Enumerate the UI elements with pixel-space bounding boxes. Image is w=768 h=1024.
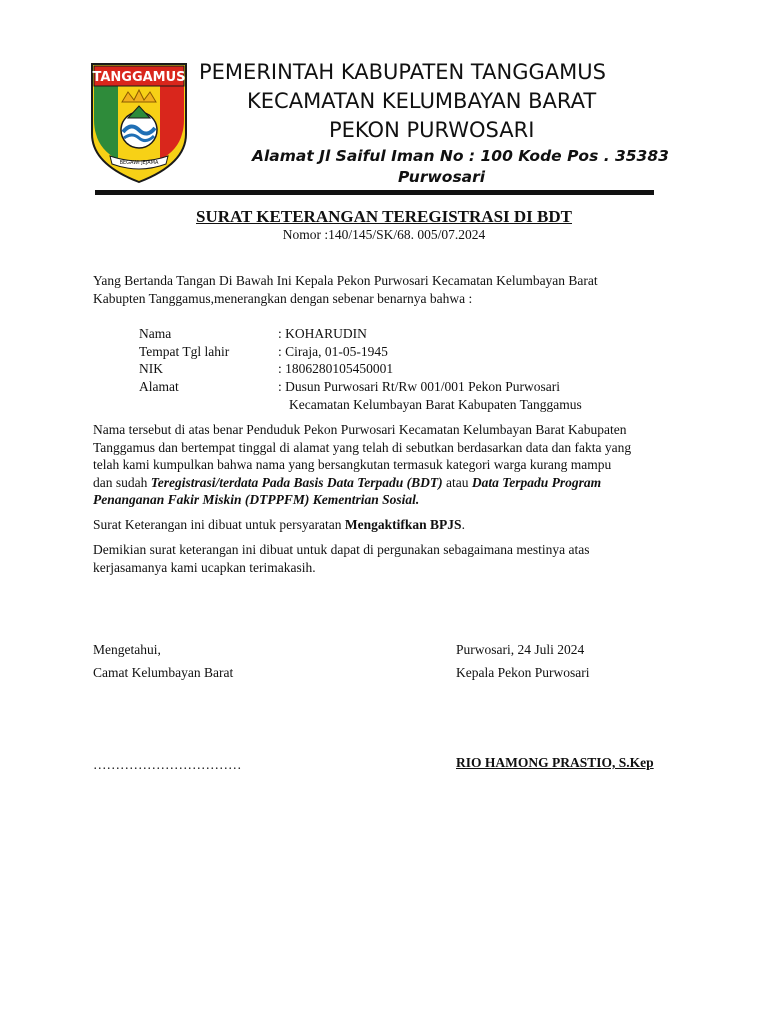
tanggamus-coat-of-arms-logo: [88, 60, 190, 184]
field-label-address: Alamat: [139, 379, 179, 394]
purpose-paragraph: [93, 516, 668, 534]
body-paragraph: [93, 421, 668, 509]
header-government-line: PEMERINTAH KABUPATEN TANGGAMUS: [199, 60, 606, 84]
body-line: [93, 474, 668, 492]
intro-line: Kabupten Tanggamus,menerangkan dengan sebenar benarnya bahwa :: [93, 290, 473, 306]
header-address-city: Purwosari: [398, 168, 486, 186]
body-line: [93, 491, 668, 509]
body-text: atau: [442, 474, 472, 490]
header-village-line: PEKON PURWOSARI: [329, 118, 535, 142]
svg-text:TANGGAMUS: TANGGAMUS: [92, 70, 186, 85]
field-value-address: : Dusun Purwosari Rt/Rw 001/001 Pekon Purwosari: [278, 379, 561, 394]
right-signature-role: Kepala Pekon Purwosari: [456, 665, 590, 680]
document-title: SURAT KETERANGAN TEREGISTRASI DI BDT: [196, 207, 572, 226]
body-line: Nama tersebut di atas benar Penduduk Pekon Purwosari Kecamatan Kelumbayan Barat Kabupaten: [93, 422, 627, 437]
purpose-text: Surat Keterangan ini dibuat untuk persyaratan: [93, 517, 345, 532]
closing-paragraph: [93, 541, 668, 576]
field-label-name: Nama: [139, 326, 172, 341]
field-value-address-continuation: Kecamatan Kelumbayan Barat Kabupaten Tanggamus: [289, 397, 582, 412]
dtppfm-emphasis: Data Terpadu Program: [471, 474, 602, 490]
right-signature-place-date: Purwosari, 24 Juli 2024: [456, 642, 585, 657]
closing-line: Demikian surat keterangan ini dibuat untuk dapat di pergunakan sebagaimana mestinya atas: [93, 542, 590, 557]
left-signature-role: Camat Kelumbayan Barat: [93, 665, 234, 680]
field-value-name: : KOHARUDIN: [278, 326, 367, 341]
letterhead-divider: [95, 190, 654, 195]
document-number: Nomor :140/145/SK/68. 005/07.2024: [282, 227, 486, 242]
dtppfm-emphasis-continued: Penanganan Fakir Miskin (DTPPFM) Kementrian Sosial.: [93, 492, 420, 507]
intro-line: Yang Bertanda Tangan Di Bawah Ini Kepala Pekon Purwosari Kecamatan Kelumbayan Barat: [93, 273, 598, 288]
purpose-emphasis: Mengaktifkan BPJS: [344, 517, 462, 532]
field-label-nik: NIK: [139, 361, 163, 376]
left-signature-heading: Mengetahui,: [93, 642, 161, 657]
closing-line: kerjasamanya kami ucapkan terimakasih.: [93, 559, 316, 575]
svg-text:BEGAWI JEJAMA: BEGAWI JEJAMA: [119, 160, 159, 166]
body-line: telah kami kumpulkan bahwa nama yang bersangkutan termasuk kategori warga kurang mampu: [93, 457, 612, 472]
left-signature-name: ……………………………: [93, 757, 242, 772]
body-text: dan sudah: [93, 474, 151, 490]
body-line: Tanggamus dan bertempat tinggal di alamat yang telah di sebutkan berdasarkan data dan fakta yang: [93, 439, 632, 455]
header-district-line: KECAMATAN KELUMBAYAN BARAT: [247, 89, 597, 113]
field-value-nik: : 1806280105450001: [278, 361, 394, 376]
field-value-birth: : Ciraja, 01-05-1945: [278, 344, 388, 359]
intro-paragraph: [93, 272, 668, 307]
bdt-emphasis: Teregistrasi/terdata Pada Basis Data Terpadu (BDT): [150, 474, 443, 490]
right-signature-name: RIO HAMONG PRASTIO, S.Kep: [456, 755, 654, 770]
header-address-line: Alamat Jl Saiful Iman No : 100 Kode Pos . 35383: [252, 147, 669, 165]
purpose-suffix: .: [461, 517, 465, 532]
field-label-birth: Tempat Tgl lahir: [139, 344, 230, 359]
